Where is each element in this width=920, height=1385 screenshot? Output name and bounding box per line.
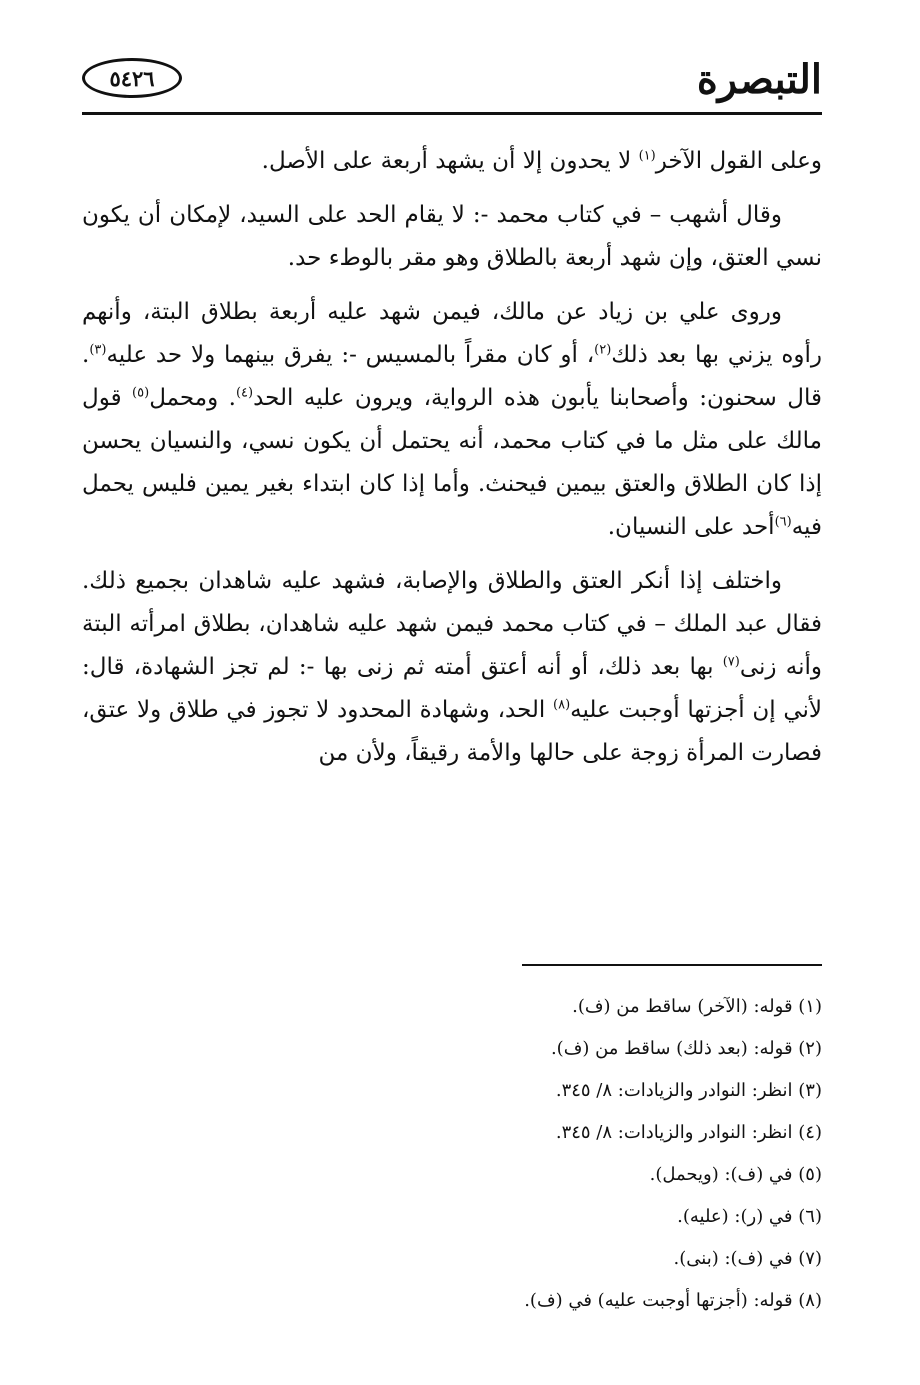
footnote-marker: (٣): [89, 342, 107, 358]
paragraph-text: الحد، وشهادة المحدود لا تجوز في طلاق ولا عتق، فصارت المرأة زوجة على حالها والأمة رقيقاً، ولأن من: [82, 697, 822, 766]
footnote-marker: (٢): [594, 342, 612, 358]
footnote-item: (٥) في (ف): (ويحمل).: [649, 1164, 822, 1185]
footnote-item: (٧) في (ف): (بنى).: [673, 1248, 822, 1269]
footnote-marker: (٨): [553, 697, 571, 713]
paragraph-text: قول مالك على مثل ما في كتاب محمد، أنه يحتمل أن يكون نسي، والنسيان يحسن إذا كان الطلاق والعتق بيمين فيحنث. وأما إذا كان ابتداء بغير يمين فليس يحمل فيه: [82, 385, 822, 540]
main-text: [82, 140, 822, 786]
page-header: [82, 50, 822, 120]
book-title: التبصرة: [696, 56, 822, 103]
footnotes: [82, 986, 822, 1322]
footnote-marker: (٥): [132, 385, 150, 401]
paragraph-text: وقال أشهب – في كتاب محمد -: لا يقام الحد على السيد، لإمكان أن يكون نسي العتق، وإن شهد أربعة بالطلاق وهو مقر بالوطء حد.: [82, 202, 822, 271]
footnote-item: (٦) في (ر): (عليه).: [677, 1206, 822, 1227]
paragraph: [82, 291, 822, 549]
footnote-item: (٨) قوله: (أجزتها أوجبت عليه) في (ف).: [524, 1290, 822, 1311]
paragraph-text: . ومحمل: [149, 385, 236, 411]
paragraph-text: بها بعد ذلك، أو أنه أعتق أمته ثم زنى بها -: لم تجز الشهادة، قال: لأني إن أجزتها أوجبت عليه: [82, 654, 823, 723]
paragraph: [82, 560, 822, 775]
footnote-item: (٢) قوله: (بعد ذلك) ساقط من (ف).: [550, 1038, 822, 1059]
footnote-item: (٤) انظر: النوادر والزيادات: ٨/ ٣٤٥.: [555, 1122, 822, 1143]
footnote-marker: (٧): [722, 654, 740, 670]
paragraph-text: ، أو كان مقراً بالمسيس -: يفرق بينهما ولا حد عليه: [106, 342, 595, 368]
header-rule: [82, 112, 822, 115]
paragraph-text: واختلف إذا أنكر العتق والطلاق والإصابة، فشهد عليه شاهدان بجميع ذلك. فقال عبد الملك – في كتاب محمد فيمن شهد عليه شاهدان، بطلاق امرأته البتة وأنه زنى: [82, 568, 822, 680]
paragraph-text: وروى علي بن زياد عن مالك، فيمن شهد عليه أربعة بطلاق البتة، وأنهم رأوه يزني بها بعد ذلك: [82, 299, 822, 368]
paragraph-text: وعلى القول الآخر: [655, 148, 822, 174]
paragraph: [82, 140, 822, 183]
page-number: ٥٤٢٦: [109, 65, 155, 91]
footnote-separator: [522, 964, 822, 966]
footnote-marker: (٦): [774, 514, 792, 530]
footnote-marker: (٤): [235, 385, 254, 401]
footnote-item: (١) قوله: (الآخر) ساقط من (ف).: [572, 996, 822, 1017]
paragraph-text: . قال سحنون: وأصحابنا يأبون هذه الرواية، ويرون عليه الحد: [82, 342, 822, 411]
page-number-badge: [82, 58, 182, 98]
paragraph-text: أحد على النسيان.: [607, 514, 775, 540]
footnote-item: (٣) انظر: النوادر والزيادات: ٨/ ٣٤٥.: [555, 1080, 822, 1101]
paragraph: [82, 194, 822, 280]
paragraph-text: لا يحدون إلا أن يشهد أربعة على الأصل.: [261, 148, 639, 174]
footnote-marker: (١): [638, 148, 656, 164]
